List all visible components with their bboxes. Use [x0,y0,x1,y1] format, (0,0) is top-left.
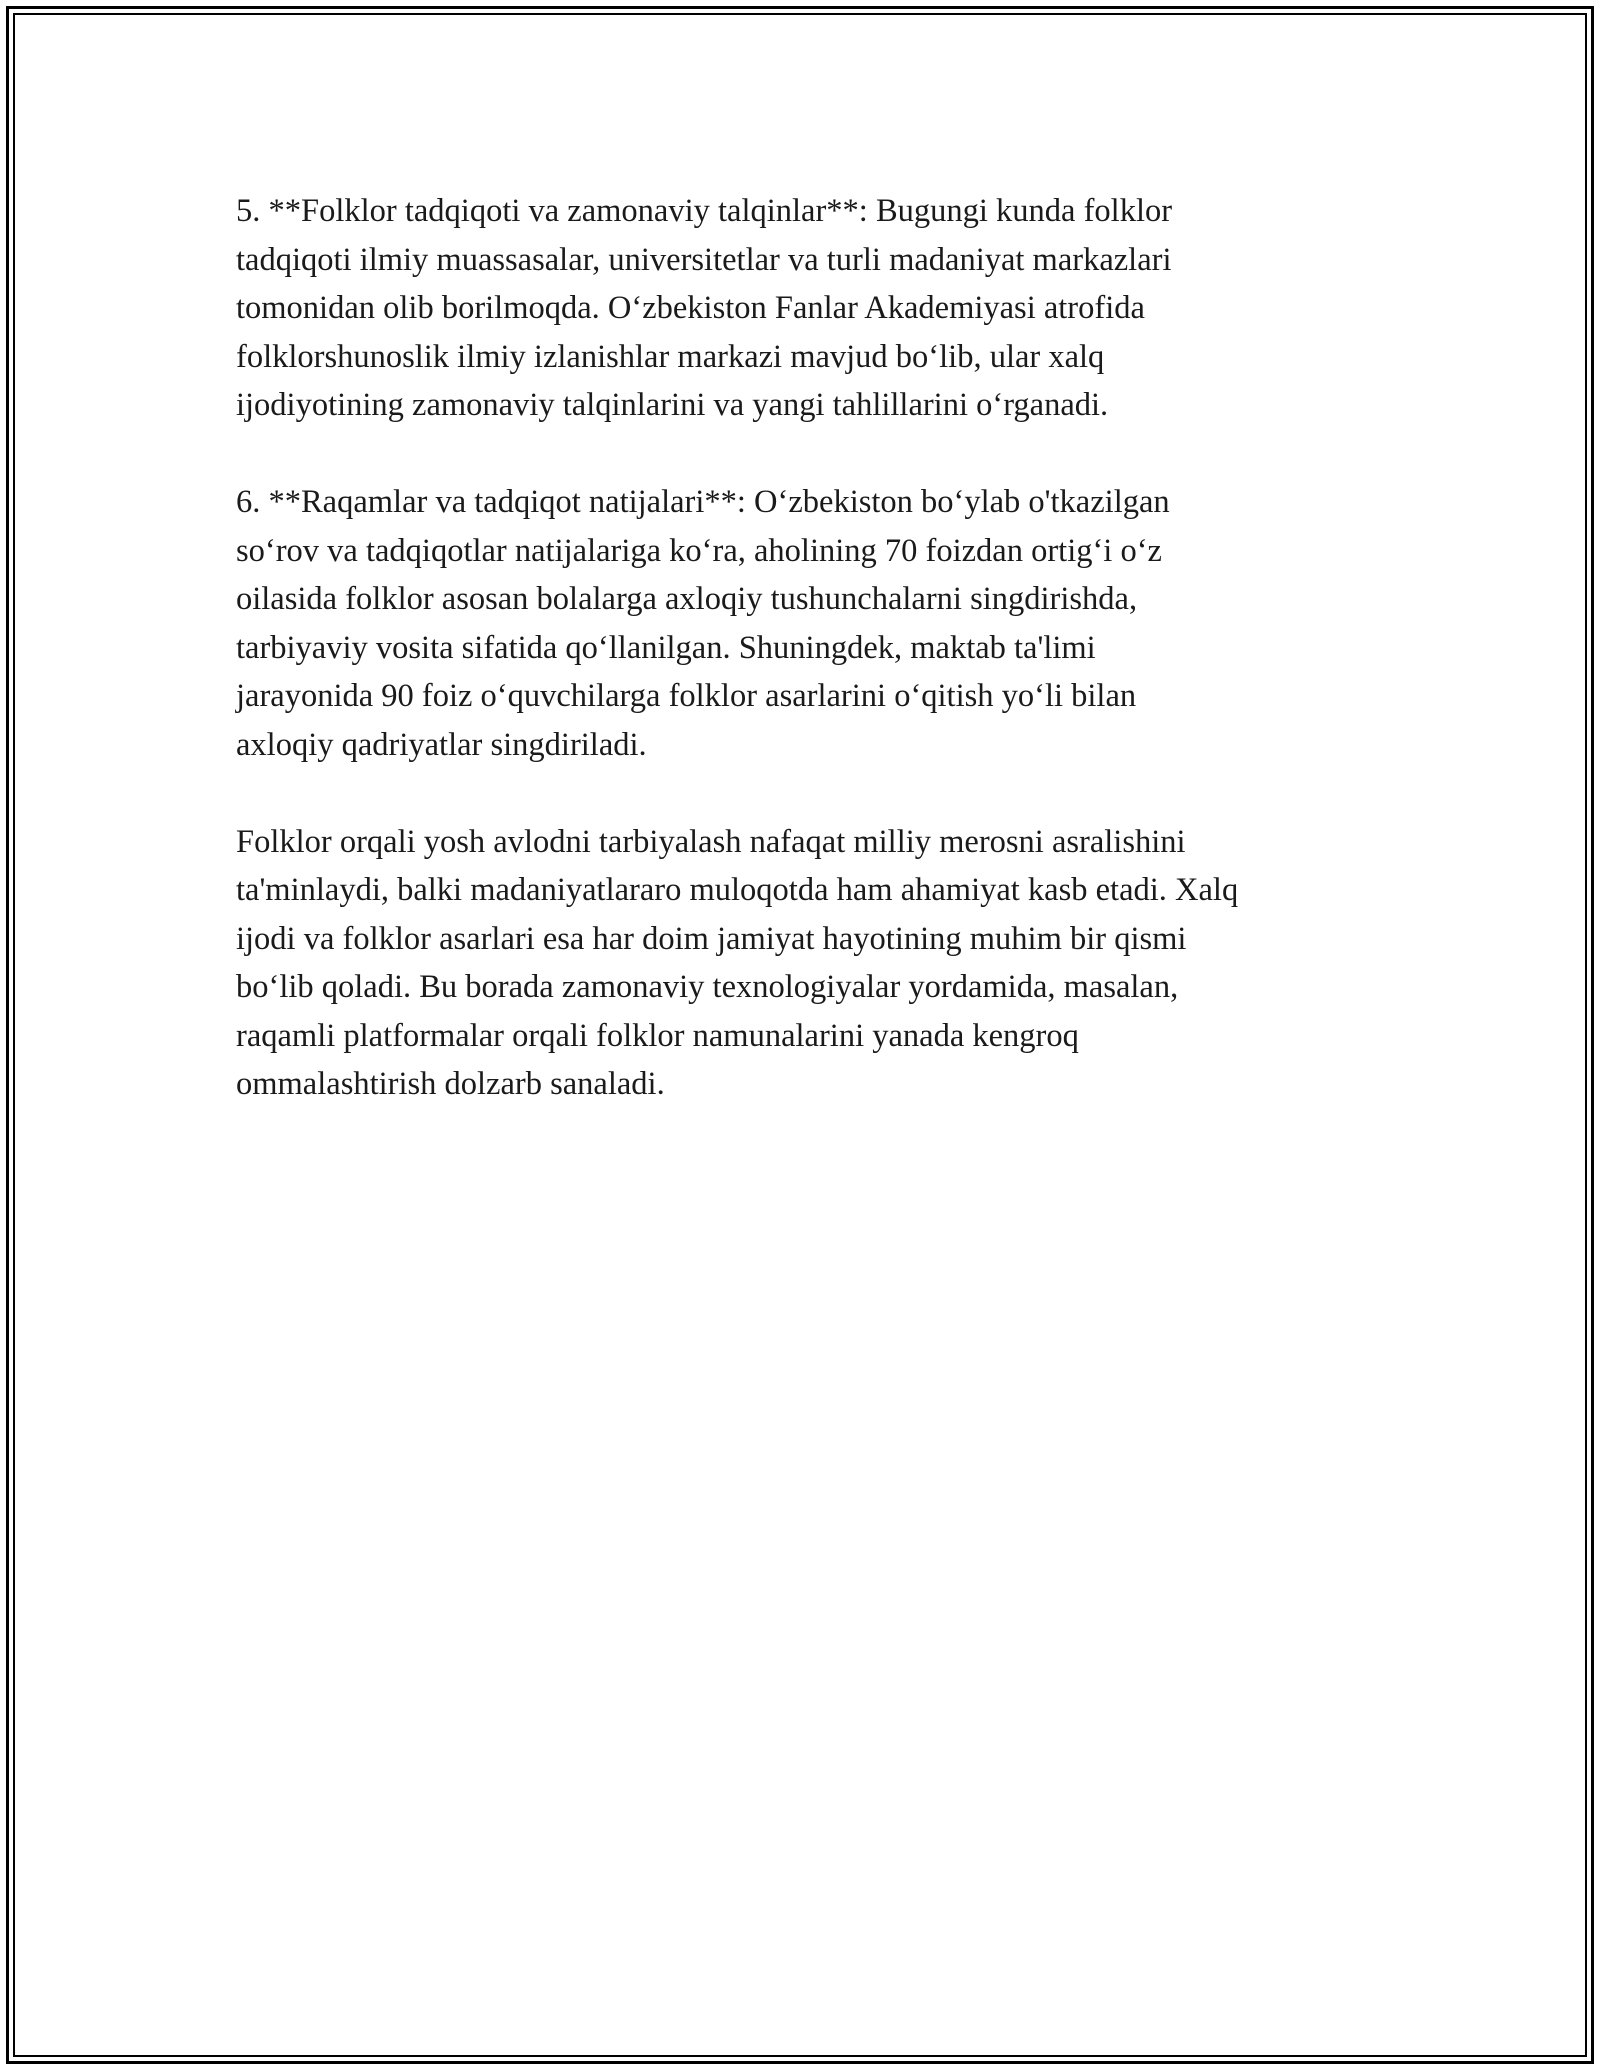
text-line: axloqiy qadriyatlar singdiriladi. [236,726,647,763]
text-line: ijodiyotining zamonaviy talqinlarini va yangi tahlillarini o‘rganadi. [236,387,1109,423]
paragraph-numbers-results [236,478,1416,769]
document-body [236,187,1416,1109]
text-line: oilasida folklor asosan bolalarga axloqiy tushunchalarni singdirishda, [236,581,1138,617]
paragraph-folklore-research [236,187,1416,430]
text-line: ta'minlaydi, balki madaniyatlararo muloqotda ham ahamiyat kasb etadi. Xalq [236,872,1239,908]
text-line: 6. **Raqamlar va tadqiqot natijalari**: O‘zbekiston bo‘ylab o'tkazilgan [236,484,1170,520]
text-line: tomonidan olib borilmoqda. O‘zbekiston Fanlar Akademiyasi atrofida [236,290,1145,326]
paragraph-conclusion [236,818,1416,1109]
text-line: raqamli platformalar orqali folklor namunalarini yanada kengroq [236,1017,1079,1054]
text-line: folklorshunoslik ilmiy izlanishlar markazi mavjud bo‘lib, ular xalq [236,338,1105,375]
text-line: bo‘lib qoladi. Bu borada zamonaviy texnologiyalar yordamida, masalan, [236,969,1179,1005]
text-line: so‘rov va tadqiqotlar natijalariga ko‘ra, aholining 70 foizdan ortig‘i o‘z [236,532,1162,569]
text-line: tadqiqoti ilmiy muassasalar, universitetlar va turli madaniyat markazlari [236,241,1172,278]
text-line: ijodi va folklor asarlari esa har doim jamiyat hayotining muhim bir qismi [236,920,1187,957]
text-line: ommalashtirish dolzarb sanaladi. [236,1066,665,1102]
text-line: Folklor orqali yosh avlodni tarbiyalash nafaqat milliy merosni asralishini [236,823,1186,860]
text-line: 5. **Folklor tadqiqoti va zamonaviy talqinlar**: Bugungi kunda folklor [236,193,1173,229]
text-line: jarayonida 90 foiz o‘quvchilarga folklor asarlarini o‘qitish yo‘li bilan [236,678,1137,714]
text-line: tarbiyaviy vosita sifatida qo‘llanilgan. Shuningdek, maktab ta'limi [236,629,1096,666]
